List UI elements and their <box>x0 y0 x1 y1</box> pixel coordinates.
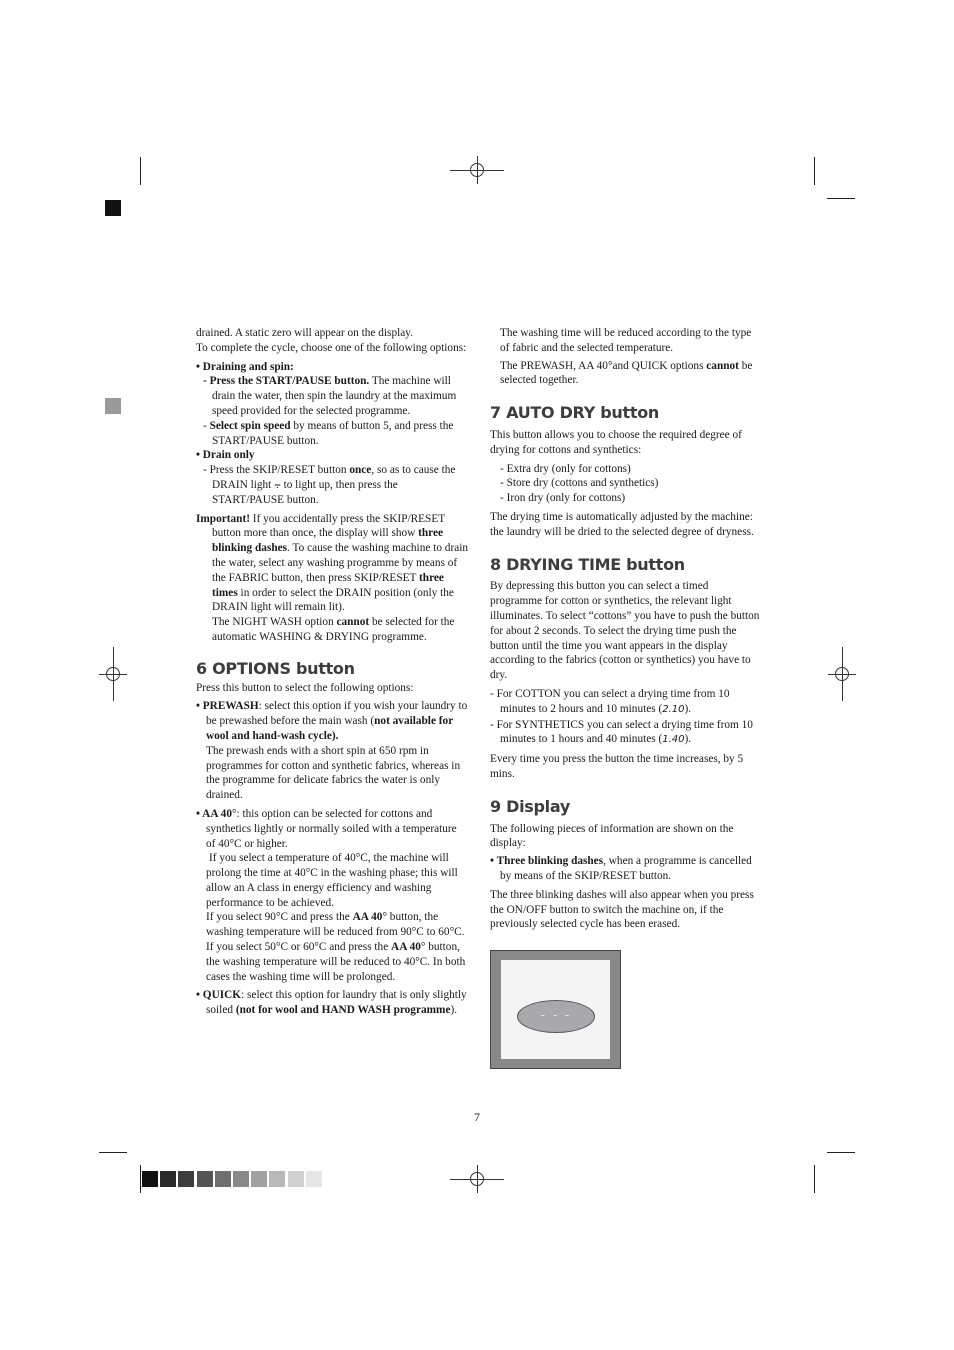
display-dashes: - - - <box>517 1000 595 1033</box>
color-swatch <box>178 1171 194 1187</box>
crop-mark <box>140 1165 141 1193</box>
section-heading-7: 7 AUTO DRY button <box>490 403 659 423</box>
left-column <box>196 326 468 1018</box>
crop-mark <box>814 1165 815 1193</box>
section-label: • Drain only <box>196 449 255 462</box>
option-prewash: • PREWASH: select this option if you wish your laundry to be prewashed before the main wash (not available for wool and hand-wash cycle). <box>196 700 468 742</box>
section-heading-9: 9 Display <box>490 796 570 816</box>
section-heading-6: 6 OPTIONS button <box>196 658 355 678</box>
color-swatch <box>288 1171 304 1187</box>
section-heading-8: 8 DRYING TIME button <box>490 554 685 574</box>
color-swatch <box>215 1171 231 1187</box>
crop-mark <box>827 198 855 199</box>
text-paragraph: Every time you press the button the time increases, by 5 mins. <box>490 753 744 780</box>
crop-mark <box>827 1152 855 1153</box>
instruction-item: - Press the SKIP/RESET button once, so as to cause the DRAIN light ⨪ to light up, then press the START/PAUSE button. <box>203 464 456 506</box>
crop-mark <box>814 157 815 185</box>
list-item: - Extra dry (only for cottons) <box>500 462 631 475</box>
text-paragraph: The following pieces of information are shown on the display: <box>490 822 734 850</box>
color-swatch <box>233 1171 249 1187</box>
page-number: 7 <box>474 1110 480 1124</box>
text-paragraph: The NIGHT WASH option cannot be selected for the automatic WASHING & DRYING programme. <box>212 616 455 643</box>
list-item: - For COTTON you can select a drying time from 10 minutes to 2 hours and 10 minutes (2.10). <box>490 687 730 715</box>
color-swatch <box>142 1171 158 1187</box>
option-aa40: • AA 40°: this option can be selected for cottons and synthetics lightly or normally soiled with a temperature of 40°C or higher. <box>196 807 457 850</box>
dry-options-list <box>490 462 762 506</box>
text-paragraph: Press this button to select the following options: <box>196 681 414 694</box>
color-swatch <box>197 1171 213 1187</box>
text-paragraph: The drying time is automatically adjusted by the machine: the laundry will be dried to the selected degree of dryness. <box>490 510 754 538</box>
drain-light-icon: ⨪ <box>274 478 281 491</box>
text-paragraph: The prewash ends with a short spin at 650 rpm in programmes for cotton and synthetic fabrics, whereas in the programme for delicate fabrics the water is only drained. <box>206 744 461 802</box>
display-illustration <box>490 950 621 1069</box>
text-paragraph: If you select a temperature of 40°C, the machine will prolong the time at 40°C in the washing phase; this will allow an A class in energy efficiency and washing performance to be achieved. <box>206 852 458 909</box>
black-corner-square <box>105 200 121 216</box>
text-paragraph: To complete the cycle, choose one of the following options: <box>196 341 467 354</box>
list-item: - For SYNTHETICS you can select a drying time from 10 minutes to 1 hours and 40 minutes (1.40). <box>490 718 753 746</box>
right-column <box>490 326 762 932</box>
segment-display-value: 1.40 <box>662 734 685 746</box>
segment-display-value: 2.10 <box>662 703 685 715</box>
registration-mark-icon <box>99 647 127 701</box>
instruction-item: - Select spin speed by means of button 5, and press the START/PAUSE button. <box>203 419 454 447</box>
text-paragraph: By depressing this button you can select a timed programme for cotton or synthetics, the relevant light illuminates. To select “cottons” you have to push the button for about 2 seconds. To select the drying time push the button until the time you want appears in the display according to the fabrics (cotton or synthetics) you have to dry. <box>490 580 760 682</box>
important-note: Important! If you accidentally press the SKIP/RESET button more than once, the display will show three blinking dashes. To cause the washing machine to drain the water, select any washing programme by means of the FABRIC button, then press SKIP/RESET three times in order to select the DRAIN position (only the DRAIN light will remain lit). <box>196 512 469 614</box>
color-swatch <box>306 1171 322 1187</box>
text-paragraph: This button allows you to choose the required degree of drying for cottons and synthetics: <box>490 428 742 456</box>
crop-mark <box>140 157 141 185</box>
list-item: - Iron dry (only for cottons) <box>500 492 626 505</box>
color-swatch <box>251 1171 267 1187</box>
option-quick: • QUICK: select this option for laundry that is only slightly soiled (not for wool and HAND WASH programme). <box>196 989 467 1017</box>
text-paragraph: If you select 90°C and press the AA 40° button, the washing temperature will be reduced from 90°C to 60°C. <box>206 911 465 939</box>
registration-mark-icon <box>450 1165 504 1193</box>
text-paragraph: The PREWASH, AA 40°and QUICK options cannot be selected together. <box>500 359 753 387</box>
registration-mark-icon <box>450 156 504 184</box>
text-paragraph: The washing time will be reduced according to the type of fabric and the selected temperature. <box>500 327 752 354</box>
list-item: • Three blinking dashes, when a programme is cancelled by means of the SKIP/RESET button. <box>490 855 752 882</box>
color-swatch <box>160 1171 176 1187</box>
display-panel <box>501 960 610 1059</box>
list-item: - Store dry (cottons and synthetics) <box>500 477 659 490</box>
registration-mark-icon <box>828 647 856 701</box>
text-paragraph: drained. A static zero will appear on the display. <box>196 327 413 339</box>
text-paragraph: If you select 50°C or 60°C and press the AA 40° button, the washing temperature will be reduced to 40°C. In both cases the washing time will be prolonged. <box>206 941 466 983</box>
text-paragraph: The three blinking dashes will also appear when you press the ON/OFF button to switch the machine on, if the previously selected cycle has been erased. <box>490 888 754 931</box>
instruction-item: - Press the START/PAUSE button. The machine will drain the water, then spin the laundry at the maximum speed provided for the selected programme. <box>203 375 457 417</box>
gray-side-square <box>105 398 121 414</box>
section-label: • Draining and spin: <box>196 360 294 373</box>
crop-mark <box>99 1152 127 1153</box>
color-swatch <box>269 1171 285 1187</box>
